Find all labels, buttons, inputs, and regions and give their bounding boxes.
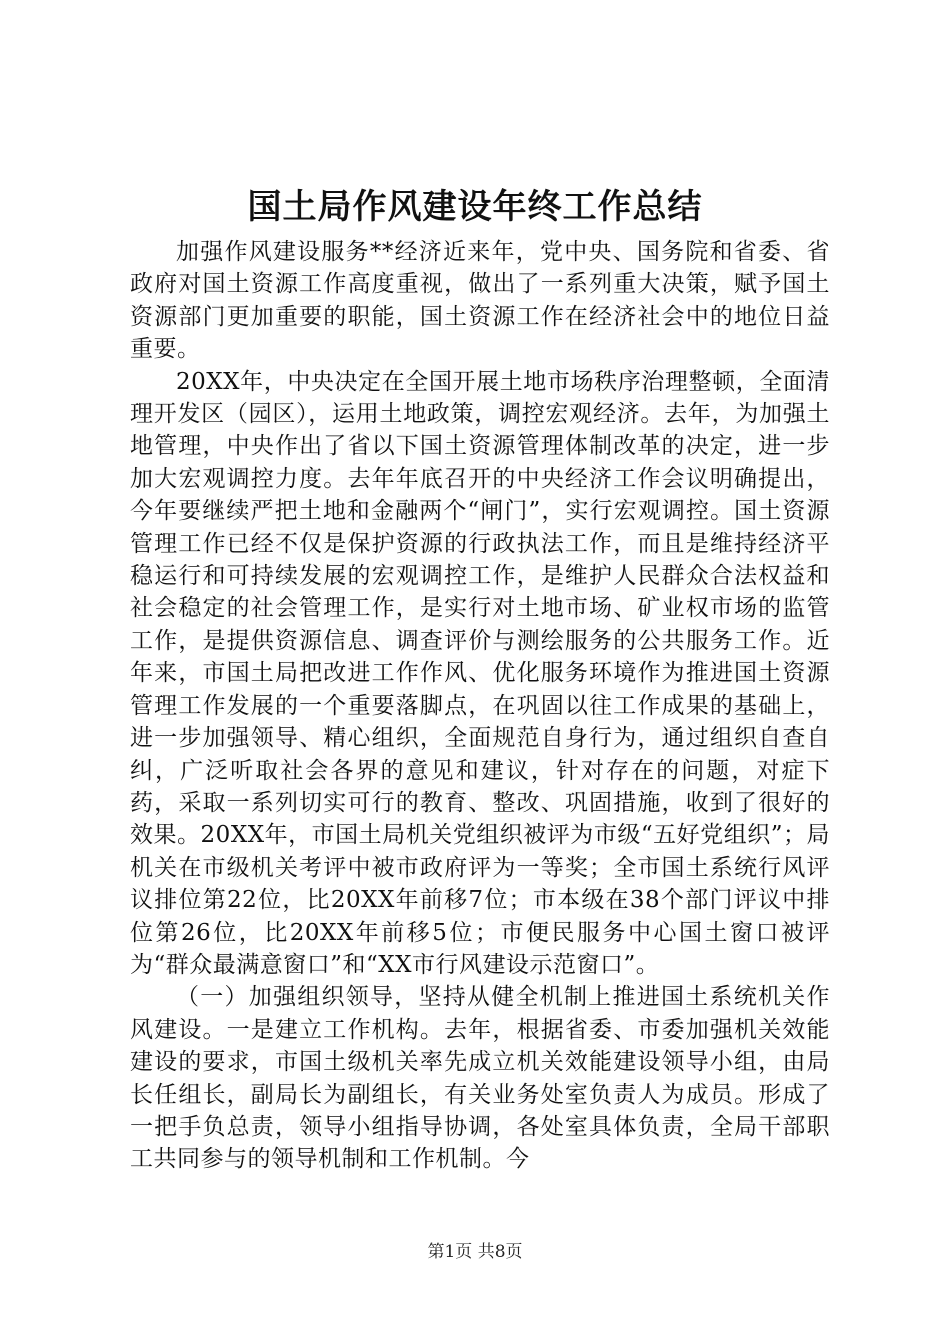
paragraph-section-one: （一）加强组织领导，坚持从健全机制上推进国土系统机关作风建设。一是建立工作机构。去年，根据省委、市委加强机关效能建设的要求，市国土级机关率先成立机关效能建设领导小组，由局长任组长，副局长为副组长，有关业务处室负责人为成员。形成了一把手负总责，领导小组指导协调，各处室具体负责，全局干部职工共同参与的领导机制和工作机制。今	[130, 984, 830, 1173]
paragraph-intro: 加强作风建设服务**经济近来年，党中央、国务院和省委、省政府对国土资源工作高度重视，做出了一系列重大决策，赋予国土资源部门更加重要的职能，国土资源工作在经济社会中的地位日益重要。	[130, 239, 830, 363]
page-number-footer: 第1页 共8页	[427, 1242, 523, 1262]
document-body	[130, 236, 830, 1176]
document-title: 国土局作风建设年终工作总结	[247, 187, 703, 227]
paragraph-background: 20XX年，中央决定在全国开展土地市场秩序治理整顿，全面清理开发区（园区），运用土地政策，调控宏观经济。去年，为加强土地管理，中央作出了省以下国土资源管理体制改革的决定，进一步加大宏观调控力度。去年年底召开的中央经济工作会议明确提出，今年要继续严把土地和金融两个“闸门”，实行宏观调控。国土资源管理工作已经不仅是保护资源的行政执法工作，而且是维持经济平稳运行和可持续发展的宏观调控工作，是维护人民群众合法权益和社会稳定的社会管理工作，是实行对土地市场、矿业权市场的监管工作，是提供资源信息、调查评价与测绘服务的公共服务工作。近年来，市国土局把改进工作作风、优化服务环境作为推进国土资源管理工作发展的一个重要落脚点，在巩固以往工作成果的基础上，进一步加强领导、精心组织，全面规范自身行为，通过组织自查自纠，广泛听取社会各界的意见和建议，针对存在的问题，对症下药，采取一系列切实可行的教育、整改、巩固措施，收到了很好的效果。20XX年，市国土局机关党组织被评为市级“五好党组织”；局机关在市级机关考评中被市政府评为一等奖；全市国土系统行风评议排位第22位，比20XX年前移7位；市本级在38个部门评议中排位第26位，比20XX年前移5位；市便民服务中心国土窗口被评为“群众最满意窗口”和“XX市行风建设示范窗口”。	[130, 368, 830, 978]
